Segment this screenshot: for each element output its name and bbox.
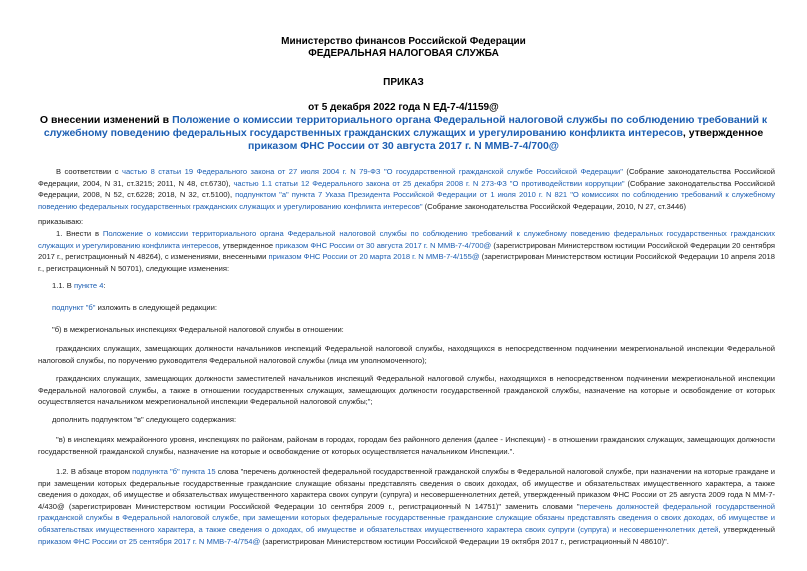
paragraph-add-subpoint: дополнить подпунктом "в" следующего содержания: bbox=[52, 415, 237, 424]
paragraph-order: приказываю: bbox=[38, 217, 84, 226]
link-order-754[interactable]: приказом ФНС России от 25 сентября 2017 г. N ММВ-7-4/754@ bbox=[38, 536, 261, 546]
paragraph-heads: гражданских служащих, замещающих должности начальников инспекций Федеральной налоговой службы, находящихся в непосредственном подчинении межрегиональной инспекции Федеральной налоговой службы, по поручению руководителя Федеральной налоговой службы (лица им уполномоченного); bbox=[38, 344, 775, 365]
title-link-order[interactable]: приказом ФНС России от 30 августа 2017 г. N ММВ-7-4/700@ bbox=[247, 140, 560, 152]
title-link-regulation[interactable]: Положение о комиссии территориального органа Федеральной налоговой службы по соблюдению требований к служебному поведению федеральных государственных гражданских служащих и урегулированию конфликта интересов bbox=[43, 114, 768, 139]
link-point-4[interactable]: пункте 4 bbox=[73, 281, 104, 290]
link-subpoint-b[interactable]: подпункт "б" bbox=[52, 303, 96, 312]
paragraph-item-1: 1. Внести в Положение о комиссии территориального органа Федеральной налоговой службы по соблюдению требований к служебному поведению федеральных государственных гражданских служащих и урегулированию конфликта интересов, утвержденное приказом ФНС России от 30 августа 2017 г. N ММВ-7-4/700@ (зарегистрирован Министерством юстиции Российской Федерации 20 сентября 2017 г., регистрационный N 48264), с изменениями, внесенными приказом ФНС России от 20 марта 2018 г. N ММВ-7-4/155@ (зарегистрирован Министерством юстиции Российской Федерации 10 апреля 2018 г., регистрационный N 50701), следующие изменения: bbox=[38, 229, 776, 273]
doc-type: ПРИКАЗ bbox=[383, 77, 424, 88]
paragraph-basis: В соответствии с частью 8 статьи 19 Федерального закона от 27 июля 2004 г. N 79-ФЗ "О государственной гражданской службе Российской Федерации" (Собрание законодательства Российской Федерации, 2004, N 31, ст.3215; 2011, N 48, ст.6730), частью 1.1 статьи 12 Федерального закона от 25 декабря 2008 г. N 273-ФЗ "О противодействии коррупции" (Собрание законодательства Российской Федерации, 2008, N 52, ст.6228; 2018, N 32, ст.5100), подпунктом "а" пункта 7 Указа Президента Российской Федерации от 1 июля 2010 г. N 821 "О комиссиях по соблюдению требований к служебному поведению федеральных государственных гражданских служащих и урегулированию конфликта интересов" (Собрание законодательства Российской Федерации, 2010, N 27, ст.3446) bbox=[38, 167, 775, 211]
paragraph-quote-b: "б) в межрегиональных инспекциях Федеральной налоговой службы в отношении: bbox=[52, 325, 344, 334]
ministry-name: Министерство финансов Российской Федерации bbox=[281, 36, 526, 47]
link-law-79fz[interactable]: частью 8 статьи 19 Федерального закона от 27 июля 2004 г. N 79-ФЗ "О государственной гражданской службе Российской Федерации" bbox=[122, 167, 623, 176]
link-point-15[interactable]: подпункта "б" пункта 15 bbox=[132, 467, 216, 476]
paragraph-subpoint-b: подпункт "б" изложить в следующей редакции: bbox=[52, 303, 218, 312]
document-title: О внесении изменений в Положение о комиссии территориального органа Федеральной налоговой службы по соблюдению требований к служебному поведению федеральных государственных гражданских служащих и урегулированию конфликта интересов, утвержденное приказом ФНС России от 30 августа 2017 г. N ММВ-7-4/700@ bbox=[39, 114, 768, 152]
paragraph-item-1-1: 1.1. В пункте 4: bbox=[52, 281, 106, 290]
doc-date-number: от 5 декабря 2022 года N ЕД-7-4/1159@ bbox=[308, 102, 499, 113]
link-decree-821[interactable]: подпунктом "а" пункта 7 Указа Президента Российской Федерации от 1 июля 2010 г. N 821 "О комиссиях по соблюдению требований к служебному поведению федеральных государственных гражданских служащих и урегулированию конфликта интересов" bbox=[38, 190, 775, 211]
link-order-700[interactable]: приказом ФНС России от 30 августа 2017 г. N ММВ-7-4/700@ bbox=[275, 240, 492, 250]
service-name: ФЕДЕРАЛЬНАЯ НАЛОГОВАЯ СЛУЖБА bbox=[308, 48, 499, 59]
paragraph-deputies: гражданских служащих, замещающих должности заместителей начальников инспекций Федеральной налоговой службы, находящихся в непосредственном подчинении межрегиональной инспекции Федеральной налоговой службы, а также в отношении государственных служащих, замещающих должности государственной гражданской службы, назначение на которые и освобождение от которых осуществляется начальником межрегиональной инспекции Федеральной налоговой службы;"; bbox=[38, 374, 775, 407]
paragraph-item-1-2: 1.2. В абзаце втором подпункта "б" пункта 15 слова "перечень должностей федеральной государственной гражданской службы в Федеральной налоговой службе, при назначении на которые граждане и при замещении которых федеральные государственные гражданские служащие обязаны представлять сведения о своих доходах, об имуществе и обязательствах имущественного характера, а также сведения о доходах, об имуществе и обязательствах имущественного характера своих супруги (супруга) и несовершеннолетних детей, утвержденный приказом ФНС России от 25 августа 2009 года N ММ-7-4/430@ (зарегистрирован Министерством юстиции Российской Федерации 10 сентября 2009 г., регистрационный N 14751)" заменить словами "перечень должностей федеральной государственной гражданской службы в Федеральной налоговой службе, при замещении которых федеральные государственные гражданские служащие обязаны представлять сведения о своих доходах, об имуществе и обязательствах имущественного характера, а также сведения о доходах, об имуществе и обязательствах имущественного характера своих супруги (супруга) и несовершеннолетних детей, утвержденный приказом ФНС России от 25 сентября 2017 г. N ММВ-7-4/754@ (зарегистрирован Министерством юстиции Российской Федерации 19 октября 2017 г., регистрационный N 48610)". bbox=[38, 467, 775, 546]
paragraph-quote-v: "в) в инспекциях межрайонного уровня, инспекциях по районам, районам в городах, городам без районного деления (далее - Инспекции) - в отношении гражданских служащих, замещающих должности государственной гражданской службы, назначение на которые и освобождение от которых осуществляется начальником Инспекции.". bbox=[38, 435, 775, 456]
link-regulation[interactable]: Положение о комиссии территориального органа Федеральной налоговой службы по соблюдению требований к служебному поведению федеральных государственных гражданских служащих и урегулированию конфликта интересов bbox=[38, 229, 775, 250]
link-positions-list[interactable]: перечень должностей федеральной государственной гражданской службы в Федеральной налоговой службе, при замещении которых федеральные государственные гражданские служащие обязаны представлять сведения о своих доходах, об имуществе и обязательствах имущественного характера, а также сведения о доходах, об имуществе и обязательствах имущественного характера своих супруги (супруга) и несовершеннолетних детей bbox=[38, 501, 775, 534]
document-header bbox=[0, 36, 807, 114]
link-order-155[interactable]: приказом ФНС России от 20 марта 2018 г. N ММВ-7-4/155@ bbox=[268, 252, 480, 262]
link-law-273fz[interactable]: частью 1.1 статьи 12 Федерального закона от 25 декабря 2008 г. N 273-ФЗ "О противодействии коррупции" bbox=[233, 178, 625, 188]
